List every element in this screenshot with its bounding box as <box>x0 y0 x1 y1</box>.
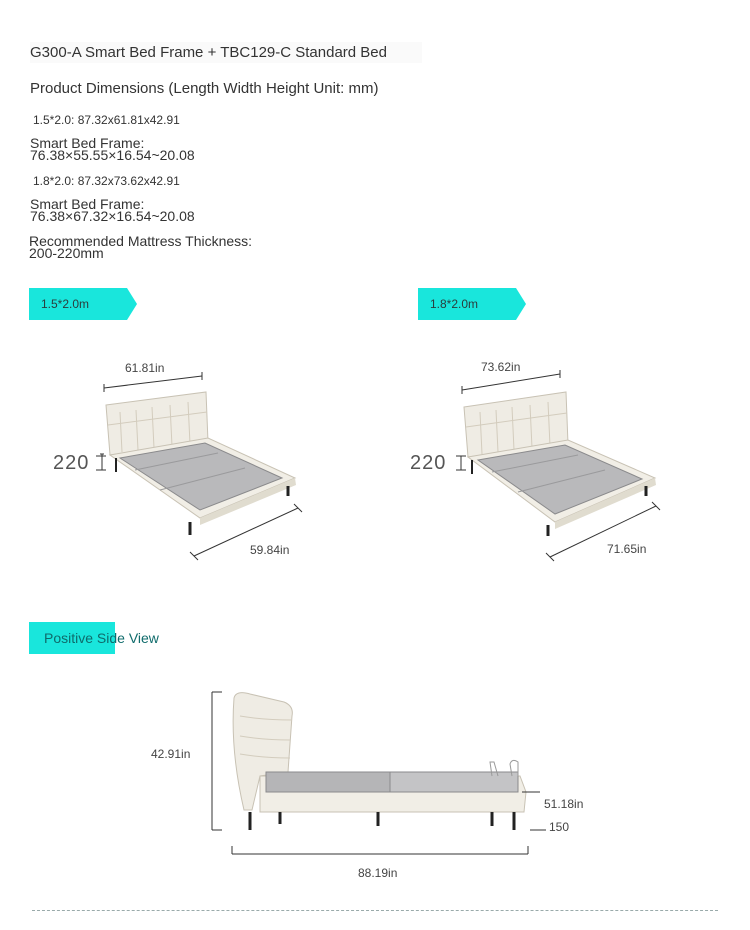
height-label-1.5: 220 <box>53 452 90 474</box>
side-view-title: Positive Side View <box>44 630 159 646</box>
size-banner-1.8: 1.8*2.0m <box>418 288 516 320</box>
length-label-1.8: 71.65in <box>607 542 647 556</box>
spec-frame-label-1: Smart Bed Frame: <box>30 135 145 151</box>
width-label-1.8: 73.62in <box>481 360 521 374</box>
height-label-1.8: 220 <box>410 452 447 474</box>
divider <box>32 910 718 911</box>
spec-size-2: 1.8*2.0: 87.32x73.62x42.91 <box>33 174 180 188</box>
dimensions-heading: Product Dimensions (Length Width Height Unit: mm) <box>30 80 379 97</box>
spec-frame-value-2: 76.38×67.32×16.54~20.08 <box>30 208 195 224</box>
mattress-value: 200-220mm <box>29 245 104 261</box>
size-banner-1.5: 1.5*2.0m <box>29 288 127 320</box>
side-length-label: 88.19in <box>358 866 398 880</box>
side-view-diagram <box>200 680 600 870</box>
side-leg-label: 150 <box>549 820 570 834</box>
spec-frame-value-1: 76.38×55.55×16.54~20.08 <box>30 147 195 163</box>
spec-frame-label-2: Smart Bed Frame: <box>30 196 145 212</box>
mattress-thickness <box>29 235 252 259</box>
page-title: G300-A Smart Bed Frame + TBC129-C Standard Bed <box>30 42 422 63</box>
side-raise-label: 51.18in <box>544 797 584 811</box>
width-label-1.5: 61.81in <box>125 361 165 375</box>
spec-size-1: 1.5*2.0: 87.32x61.81x42.91 <box>33 113 180 127</box>
mattress-label: Recommended Mattress Thickness: <box>29 233 253 249</box>
side-height-label: 42.91in <box>151 747 191 761</box>
spec-frame-1 <box>30 137 195 161</box>
length-label-1.5: 59.84in <box>250 543 290 557</box>
spec-frame-2 <box>30 198 195 222</box>
